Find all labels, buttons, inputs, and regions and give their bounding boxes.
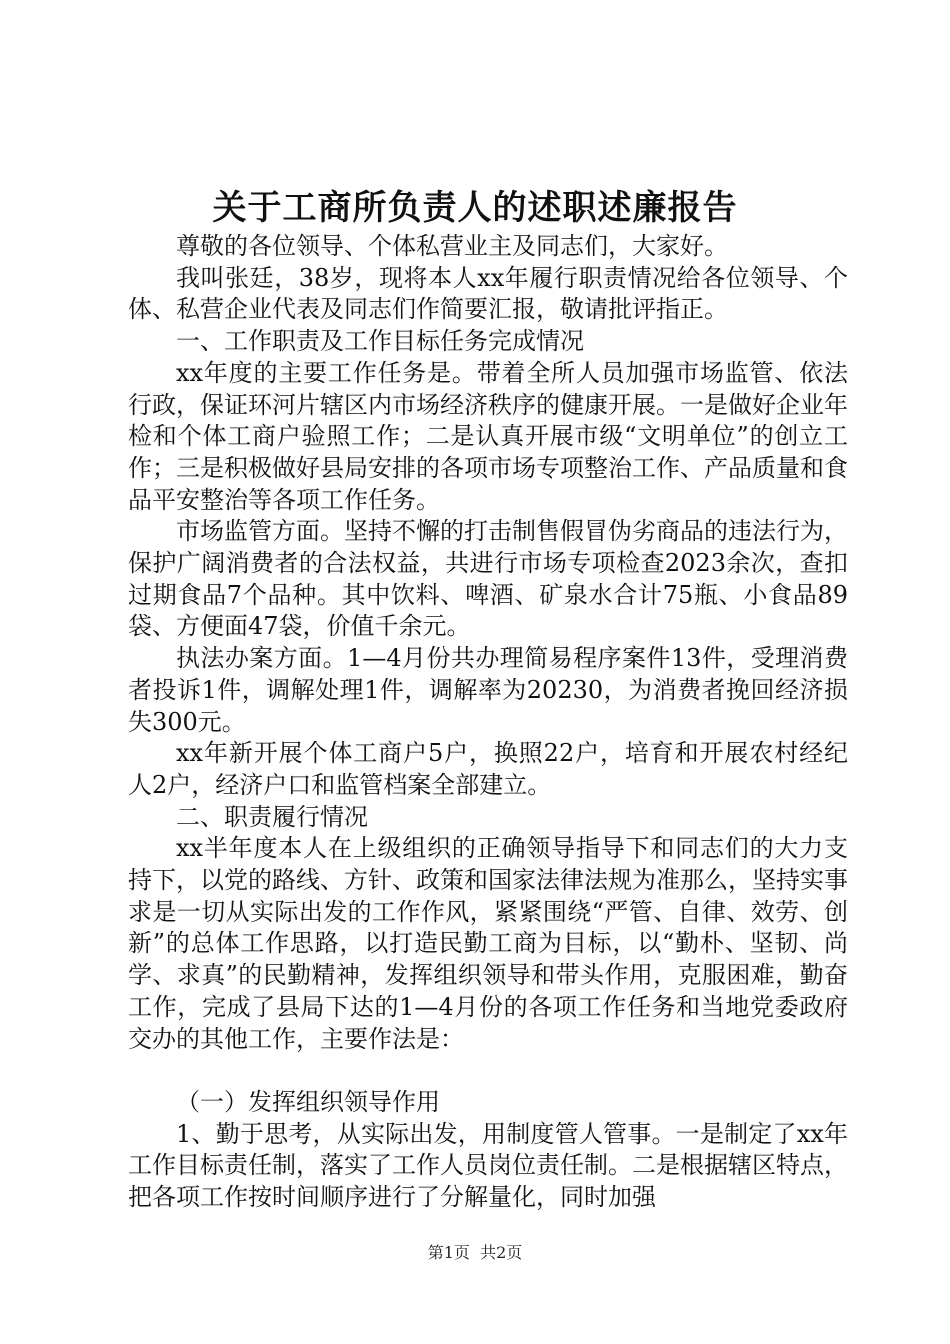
body-paragraph: 执法办案方面。1—4月份共办理简易程序案件13件，受理消费者投诉1件，调解处理1件，调解率为20230，为消费者挽回经济损失300元。 — [128, 644, 848, 736]
page-footer — [0, 1242, 950, 1264]
page-number: 第1页 — [427, 1243, 470, 1262]
body-paragraph: 1、勤于思考，从实际出发，用制度管人管事。一是制定了xx年工作目标责任制，落实了工作人员岗位责任制。二是根据辖区特点，把各项工作按时间顺序进行了分解量化，同时加强 — [128, 1119, 848, 1212]
body-paragraph: xx年新开展个体工商户5户，换照22户，培育和开展农村经纪人2户，经济户口和监管档案全部建立。 — [128, 739, 848, 799]
page-title: 关于工商所负责人的述职述廉报告 — [212, 188, 738, 228]
document-body — [128, 231, 848, 1214]
body-paragraph: xx半年度本人在上级组织的正确领导指导下和同志们的大力支持下，以党的路线、方针、政策和国家法律法规为准那么，坚持实事求是一切从实际出发的工作作风，紧紧围绕“严管、自律、效劳、创新”的总体工作思路，以打造民勤工商为目标，以“勤朴、坚韧、尚学、求真”的民勤精神，发挥组织领导和带头作用，克服困难，勤奋工作，完成了县局下达的1—4月份的各项工作任务和当地党委政府交办的其他工作，主要作法是： — [128, 834, 848, 1053]
page-total: 共2页 — [480, 1243, 523, 1262]
section-heading-2: 二、职责履行情况 — [176, 802, 368, 831]
intro-paragraph: 我叫张廷，38岁，现将本人xx年履行职责情况给各位领导、个体、私营企业代表及同志们作简要汇报，敬请批评指正。 — [128, 263, 848, 324]
paragraph-spacer — [128, 1055, 848, 1087]
section-heading-1: 一、工作职责及工作目标任务完成情况 — [176, 327, 584, 356]
body-paragraph: xx年度的主要工作任务是。带着全所人员加强市场监管、依法行政，保证环河片辖区内市场经济秩序的健康开展。一是做好企业年检和个体工商户验照工作；二是认真开展市级“文明单位”的创立工作；三是积极做好县局安排的各项市场专项整治工作、产品质量和食品平安整治等各项工作任务。 — [128, 358, 848, 514]
greeting-paragraph: 尊敬的各位领导、个体私营业主及同志们，大家好。 — [176, 232, 728, 260]
subsection-heading: （一）发挥组织领导作用 — [176, 1087, 440, 1116]
body-paragraph: 市场监管方面。坚持不懈的打击制售假冒伪劣商品的违法行为，保护广阔消费者的合法权益，共进行市场专项检查2023余次，查扣过期食品7个品种。其中饮料、啤酒、矿泉水合计75瓶、小食品89袋、方便面47袋，价值千余元。 — [128, 517, 848, 641]
footer-separator — [470, 1243, 480, 1262]
